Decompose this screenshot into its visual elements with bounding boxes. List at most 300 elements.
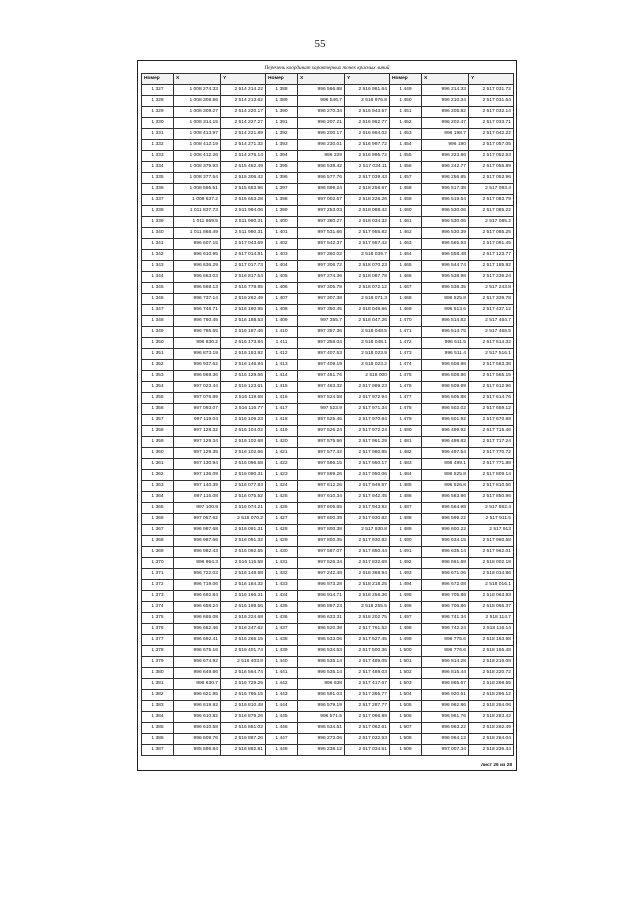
y-coordinate-cell: 2 516 401.74 xyxy=(221,646,266,657)
x-coordinate-cell: 996 544.74 xyxy=(422,261,469,272)
point-number-cell: 1 465 xyxy=(390,261,422,272)
x-coordinate-cell: 997 306.72 xyxy=(298,261,345,272)
point-number-cell: 1 413 xyxy=(266,360,298,371)
x-coordinate-cell: 996 737.14 xyxy=(174,294,221,305)
y-coordinate-cell: 2 517 614.76 xyxy=(469,393,514,404)
point-number-cell: 1 365 xyxy=(142,503,174,514)
point-number-cell: 1 415 xyxy=(266,382,298,393)
document-sheet xyxy=(137,60,517,771)
x-coordinate-cell: 996 599.22 xyxy=(422,514,469,525)
y-coordinate-cell: 2 517 960.58 xyxy=(469,536,514,547)
point-number-cell: 1 477 xyxy=(390,393,422,404)
header-y: Y xyxy=(469,74,514,85)
x-coordinate-cell: 996 229 xyxy=(298,151,345,162)
x-coordinate-cell: 996 671.06 xyxy=(422,569,469,580)
x-coordinate-cell: 996 692.84 xyxy=(174,591,221,602)
table-row xyxy=(142,470,514,481)
table-row xyxy=(142,206,514,217)
point-number-cell: 1 471 xyxy=(390,327,422,338)
x-coordinate-cell: 996 538.35 xyxy=(422,283,469,294)
x-coordinate-cell: 997 542.37 xyxy=(298,239,345,250)
table-row xyxy=(142,283,514,294)
point-number-cell: 1 341 xyxy=(142,239,174,250)
point-number-cell: 1 410 xyxy=(266,327,298,338)
x-coordinate-cell: 996 665.08 xyxy=(174,613,221,624)
point-number-cell: 1 470 xyxy=(390,316,422,327)
y-coordinate-cell: 2 517 972.24 xyxy=(345,426,390,437)
point-number-cell: 1 411 xyxy=(266,338,298,349)
point-number-cell: 1 499 xyxy=(390,635,422,646)
table-row xyxy=(142,140,514,151)
point-number-cell: 1 350 xyxy=(142,338,174,349)
x-coordinate-cell: 996 519.54 xyxy=(422,195,469,206)
x-coordinate-cell: 997 409.19 xyxy=(298,360,345,371)
x-coordinate-cell: 1 008 412.26 xyxy=(174,151,221,162)
point-number-cell: 1 482 xyxy=(390,448,422,459)
x-coordinate-cell: 996 270.34 xyxy=(298,107,345,118)
y-coordinate-cell: 2 517 057.05 xyxy=(469,140,514,151)
point-number-cell: 1 395 xyxy=(266,162,298,173)
x-coordinate-cell: 996 610.95 xyxy=(174,250,221,261)
y-coordinate-cell: 2 517 032.53 xyxy=(345,734,390,745)
y-coordinate-cell: 2 516 795.15 xyxy=(221,690,266,701)
y-coordinate-cell: 2 517 091.45 xyxy=(469,239,514,250)
y-coordinate-cell: 2 518 255.5 xyxy=(345,602,390,613)
y-coordinate-cell: 2 516 729.25 xyxy=(221,679,266,690)
y-coordinate-cell: 2 511 994.06 xyxy=(221,206,266,217)
y-coordinate-cell: 2 518 071.3 xyxy=(345,294,390,305)
y-coordinate-cell: 2 517 771.88 xyxy=(469,459,514,470)
point-number-cell: 1 457 xyxy=(390,173,422,184)
x-coordinate-cell: 1 008 308.56 xyxy=(174,96,221,107)
x-coordinate-cell: 997 526.24 xyxy=(298,426,345,437)
table-row xyxy=(142,195,514,206)
point-number-cell: 1 428 xyxy=(266,525,298,536)
y-coordinate-cell: 2 517 962.01 xyxy=(469,547,514,558)
y-coordinate-cell: 2 517 489.05 xyxy=(345,657,390,668)
point-number-cell: 1 506 xyxy=(390,712,422,723)
x-coordinate-cell: 996 190 xyxy=(422,140,469,151)
y-coordinate-cell: 2 516 892.81 xyxy=(221,745,266,756)
x-coordinate-cell: 996 558.48 xyxy=(422,250,469,261)
y-coordinate-cell: 2 517 949.57 xyxy=(345,481,390,492)
point-number-cell: 1 455 xyxy=(390,151,422,162)
x-coordinate-cell: 997 350.45 xyxy=(298,305,345,316)
y-coordinate-cell: 2 518 072.12 xyxy=(345,283,390,294)
point-number-cell: 1 481 xyxy=(390,437,422,448)
y-coordinate-cell: 2 517 236.24 xyxy=(469,272,514,283)
x-coordinate-cell: 997 128.32 xyxy=(174,426,221,437)
point-number-cell: 1 400 xyxy=(266,217,298,228)
y-coordinate-cell: 2 517 468.5 xyxy=(469,327,514,338)
x-coordinate-cell: 996 517.38 xyxy=(422,184,469,195)
table-row xyxy=(142,404,514,415)
y-coordinate-cell: 2 517 043.69 xyxy=(221,239,266,250)
point-number-cell: 1 388 xyxy=(266,85,298,96)
x-coordinate-cell: 996 609.76 xyxy=(174,734,221,745)
y-coordinate-cell: 2 516 564.74 xyxy=(221,668,266,679)
y-coordinate-cell: 2 517 832.69 xyxy=(345,558,390,569)
y-coordinate-cell: 2 517 034.51 xyxy=(345,745,390,756)
x-coordinate-cell: 996 499.1 xyxy=(422,459,469,470)
x-coordinate-cell: 996 513.6 xyxy=(422,305,469,316)
y-coordinate-cell: 2 518 016.1 xyxy=(469,580,514,591)
y-coordinate-cell: 2 517 032.14 xyxy=(469,107,514,118)
point-number-cell: 1 438 xyxy=(266,635,298,646)
point-number-cell: 1 429 xyxy=(266,536,298,547)
point-number-cell: 1 376 xyxy=(142,624,174,635)
point-number-cell: 1 489 xyxy=(390,525,422,536)
point-number-cell: 1 448 xyxy=(266,745,298,756)
point-number-cell: 1 454 xyxy=(390,140,422,151)
y-coordinate-cell: 2 514 220.17 xyxy=(221,107,266,118)
y-coordinate-cell: 2 518 034.32 xyxy=(345,217,390,228)
point-number-cell: 1 334 xyxy=(142,162,174,173)
point-number-cell: 1 372 xyxy=(142,580,174,591)
point-number-cell: 1 356 xyxy=(142,404,174,415)
x-coordinate-cell: 996 914.71 xyxy=(298,591,345,602)
y-coordinate-cell: 2 517 961.29 xyxy=(345,437,390,448)
y-coordinate-cell: 2 518 264.06 xyxy=(469,701,514,712)
point-number-cell: 1 433 xyxy=(266,580,298,591)
y-coordinate-cell: 2 517 185.92 xyxy=(469,261,514,272)
x-coordinate-cell: 996 514.75 xyxy=(422,327,469,338)
y-coordinate-cell: 2 517 066.89 xyxy=(345,712,390,723)
point-number-cell: 1 475 xyxy=(390,371,422,382)
point-number-cell: 1 383 xyxy=(142,701,174,712)
y-coordinate-cell: 2 517 955.82 xyxy=(345,228,390,239)
point-number-cell: 1 335 xyxy=(142,173,174,184)
point-number-cell: 1 344 xyxy=(142,272,174,283)
y-coordinate-cell: 2 518 023.2 xyxy=(345,360,390,371)
point-number-cell: 1 464 xyxy=(390,250,422,261)
point-number-cell: 1 435 xyxy=(266,602,298,613)
table-row xyxy=(142,734,514,745)
x-coordinate-cell: 996 619.92 xyxy=(174,701,221,712)
x-coordinate-cell: 996 963.22 xyxy=(422,723,469,734)
x-coordinate-cell: 1 008 309.27 xyxy=(174,107,221,118)
point-number-cell: 1 504 xyxy=(390,690,422,701)
y-coordinate-cell: 2 517 417.67 xyxy=(345,679,390,690)
point-number-cell: 1 445 xyxy=(266,712,298,723)
x-coordinate-cell: 996 706.86 xyxy=(422,602,469,613)
y-coordinate-cell: 2 516 981.64 xyxy=(345,85,390,96)
y-coordinate-cell: 2 517 957.42 xyxy=(345,239,390,250)
point-number-cell: 1 472 xyxy=(390,338,422,349)
y-coordinate-cell: 2 518 264.04 xyxy=(469,734,514,745)
table-row xyxy=(142,492,514,503)
point-number-cell: 1 362 xyxy=(142,470,174,481)
y-coordinate-cell: 2 516 090.31 xyxy=(221,470,266,481)
y-coordinate-cell: 2 517 913 xyxy=(469,525,514,536)
y-coordinate-cell: 2 518 216.08 xyxy=(469,657,514,668)
point-number-cell: 1 449 xyxy=(390,85,422,96)
point-number-cell: 1 379 xyxy=(142,657,174,668)
y-coordinate-cell: 2 516 116.77 xyxy=(221,404,266,415)
table-row xyxy=(142,723,514,734)
x-coordinate-cell: 997 451.76 xyxy=(298,371,345,382)
x-coordinate-cell: 997 307.38 xyxy=(298,294,345,305)
table-row xyxy=(142,96,514,107)
x-coordinate-cell: 996 497.54 xyxy=(422,448,469,459)
table-row xyxy=(142,85,514,96)
y-coordinate-cell: 2 518 263.42 xyxy=(469,712,514,723)
point-number-cell: 1 458 xyxy=(390,184,422,195)
x-coordinate-cell: 996 649.86 xyxy=(174,668,221,679)
point-number-cell: 1 382 xyxy=(142,690,174,701)
point-number-cell: 1 502 xyxy=(390,668,422,679)
point-number-cell: 1 494 xyxy=(390,580,422,591)
table-row xyxy=(142,635,514,646)
x-coordinate-cell: 996 741.34 xyxy=(422,613,469,624)
point-number-cell: 1 476 xyxy=(390,382,422,393)
x-coordinate-cell: 996 505.88 xyxy=(422,393,469,404)
header-y: Y xyxy=(221,74,266,85)
y-coordinate-cell: 2 517 950.06 xyxy=(345,470,390,481)
x-coordinate-cell: 996 668.13 xyxy=(174,283,221,294)
header-x: X xyxy=(422,74,469,85)
table-row xyxy=(142,558,514,569)
x-coordinate-cell: 996 256.85 xyxy=(422,173,469,184)
point-number-cell: 1 414 xyxy=(266,371,298,382)
table-row xyxy=(142,602,514,613)
point-number-cell: 1 453 xyxy=(390,129,422,140)
point-number-cell: 1 396 xyxy=(266,173,298,184)
y-coordinate-cell: 2 517 911.5 xyxy=(469,514,514,525)
y-coordinate-cell: 2 514 271.32 xyxy=(221,140,266,151)
point-number-cell: 1 431 xyxy=(266,558,298,569)
y-coordinate-cell: 2 517 085.2 xyxy=(469,217,514,228)
y-coordinate-cell: 2 517 970.84 xyxy=(345,415,390,426)
table-row xyxy=(142,151,514,162)
y-coordinate-cell: 2 517 052.53 xyxy=(469,151,514,162)
x-coordinate-cell: 996 865.67 xyxy=(422,679,469,690)
page-number: 55 xyxy=(314,38,326,50)
table-row xyxy=(142,184,514,195)
table-row xyxy=(142,349,514,360)
x-coordinate-cell: 996 937.62 xyxy=(174,360,221,371)
x-coordinate-cell: 996 610.58 xyxy=(174,723,221,734)
x-coordinate-cell: 996 534.53 xyxy=(298,646,345,657)
y-coordinate-cell: 2 518 048.66 xyxy=(345,305,390,316)
y-coordinate-cell: 2 516 879.26 xyxy=(221,712,266,723)
y-coordinate-cell: 2 516 115.58 xyxy=(221,558,266,569)
point-number-cell: 1 339 xyxy=(142,217,174,228)
point-number-cell: 1 441 xyxy=(266,668,298,679)
point-number-cell: 1 330 xyxy=(142,118,174,129)
point-number-cell: 1 440 xyxy=(266,657,298,668)
x-coordinate-cell: 1 011 869.5 xyxy=(174,217,221,228)
point-number-cell: 1 363 xyxy=(142,481,174,492)
y-coordinate-cell: 2 517 761.52 xyxy=(345,624,390,635)
x-coordinate-cell: 996 830.2 xyxy=(174,338,221,349)
y-coordinate-cell: 2 518 220.72 xyxy=(469,668,514,679)
point-number-cell: 1 446 xyxy=(266,723,298,734)
x-coordinate-cell: 996 525.8 xyxy=(422,294,469,305)
point-number-cell: 1 332 xyxy=(142,140,174,151)
y-coordinate-cell: 2 516 265.15 xyxy=(221,635,266,646)
header-y: Y xyxy=(345,74,390,85)
point-number-cell: 1 397 xyxy=(266,184,298,195)
x-coordinate-cell: 996 198.7 xyxy=(422,129,469,140)
x-coordinate-cell: 996 566.88 xyxy=(298,85,345,96)
x-coordinate-cell: 997 355.7 xyxy=(298,316,345,327)
x-coordinate-cell: 996 200.17 xyxy=(298,129,345,140)
y-coordinate-cell: 2 516 091.32 xyxy=(221,536,266,547)
table-row xyxy=(142,503,514,514)
point-number-cell: 1 459 xyxy=(390,195,422,206)
y-coordinate-cell: 2 516 102.68 xyxy=(221,437,266,448)
x-coordinate-cell: 996 583.96 xyxy=(422,492,469,503)
point-number-cell: 1 461 xyxy=(390,217,422,228)
table-row xyxy=(142,745,514,756)
point-number-cell: 1 346 xyxy=(142,294,174,305)
y-coordinate-cell: 2 516 148.98 xyxy=(221,569,266,580)
x-coordinate-cell: 1 008 274.33 xyxy=(174,85,221,96)
table-row xyxy=(142,569,514,580)
point-number-cell: 1 430 xyxy=(266,547,298,558)
point-number-cell: 1 424 xyxy=(266,481,298,492)
point-number-cell: 1 355 xyxy=(142,393,174,404)
x-coordinate-cell: 997 577.42 xyxy=(298,448,345,459)
x-coordinate-cell: 997 358.04 xyxy=(298,338,345,349)
y-coordinate-cell: 2 517 527.45 xyxy=(345,635,390,646)
point-number-cell: 1 406 xyxy=(266,283,298,294)
coordinates-table xyxy=(141,73,514,756)
x-coordinate-cell: 996 973.28 xyxy=(298,580,345,591)
point-number-cell: 1 351 xyxy=(142,349,174,360)
y-coordinate-cell: 2 516 109.23 xyxy=(221,415,266,426)
x-coordinate-cell: 996 509.99 xyxy=(422,382,469,393)
x-coordinate-cell: 996 501.92 xyxy=(422,415,469,426)
x-coordinate-cell: 996 746.71 xyxy=(174,305,221,316)
y-coordinate-cell: 2 518 002.18 xyxy=(469,558,514,569)
point-number-cell: 1 456 xyxy=(390,162,422,173)
point-number-cell: 1 443 xyxy=(266,690,298,701)
point-number-cell: 1 370 xyxy=(142,558,174,569)
x-coordinate-cell: 996 719.06 xyxy=(174,580,221,591)
y-coordinate-cell: 2 518 039.7 xyxy=(345,250,390,261)
point-number-cell: 1 331 xyxy=(142,129,174,140)
y-coordinate-cell: 2 515 306.42 xyxy=(221,173,266,184)
table-row xyxy=(142,679,514,690)
y-coordinate-cell: 2 516 976.8 xyxy=(345,96,390,107)
point-number-cell: 1 368 xyxy=(142,536,174,547)
x-coordinate-cell: 996 610.82 xyxy=(174,712,221,723)
y-coordinate-cell: 2 517 715.46 xyxy=(469,426,514,437)
x-coordinate-cell: 996 511.4 xyxy=(422,349,469,360)
point-number-cell: 1 367 xyxy=(142,525,174,536)
y-coordinate-cell: 2 517 717.24 xyxy=(469,437,514,448)
y-coordinate-cell: 2 517 031.72 xyxy=(469,85,514,96)
point-number-cell: 1 469 xyxy=(390,305,422,316)
y-coordinate-cell: 2 517 031.64 xyxy=(469,96,514,107)
table-row xyxy=(142,624,514,635)
y-coordinate-cell: 2 515 653.96 xyxy=(221,184,266,195)
table-row xyxy=(142,371,514,382)
y-coordinate-cell: 2 518 070.23 xyxy=(345,261,390,272)
y-coordinate-cell: 2 517 055.89 xyxy=(469,162,514,173)
point-number-cell: 1 389 xyxy=(266,96,298,107)
y-coordinate-cell: 2 517 062.61 xyxy=(345,723,390,734)
y-coordinate-cell: 2 518 000 xyxy=(345,371,390,382)
x-coordinate-cell: 996 230.01 xyxy=(298,140,345,151)
point-number-cell: 1 353 xyxy=(142,371,174,382)
y-coordinate-cell: 2 518 202.75 xyxy=(345,613,390,624)
x-coordinate-cell: 997 076.89 xyxy=(174,393,221,404)
point-number-cell: 1 432 xyxy=(266,569,298,580)
table-title: Перечень координат характерных точек красных линий xyxy=(264,65,390,71)
point-number-cell: 1 342 xyxy=(142,250,174,261)
x-coordinate-cell: 996 634.15 xyxy=(422,536,469,547)
point-number-cell: 1 508 xyxy=(390,734,422,745)
x-coordinate-cell: 1 011 837.73 xyxy=(174,206,221,217)
y-coordinate-cell: 2 517 612.96 xyxy=(469,382,514,393)
y-coordinate-cell: 2 516 817.54 xyxy=(221,272,266,283)
point-number-cell: 1 402 xyxy=(266,239,298,250)
y-coordinate-cell: 2 511 990.31 xyxy=(221,228,266,239)
x-coordinate-cell: 996 621.95 xyxy=(174,690,221,701)
y-coordinate-cell: 2 516 190.95 xyxy=(221,305,266,316)
point-number-cell: 1 442 xyxy=(266,679,298,690)
point-number-cell: 1 375 xyxy=(142,613,174,624)
table-row xyxy=(142,239,514,250)
x-coordinate-cell: 1 008 637.2 xyxy=(174,195,221,206)
table-row xyxy=(142,668,514,679)
point-number-cell: 1 408 xyxy=(266,305,298,316)
point-number-cell: 1 444 xyxy=(266,701,298,712)
table-row xyxy=(142,481,514,492)
point-number-cell: 1 412 xyxy=(266,349,298,360)
point-number-cell: 1 384 xyxy=(142,712,174,723)
point-number-cell: 1 452 xyxy=(390,118,422,129)
x-coordinate-cell: 997 023.44 xyxy=(174,382,221,393)
point-number-cell: 1 385 xyxy=(142,723,174,734)
point-number-cell: 1 439 xyxy=(266,646,298,657)
x-coordinate-cell: 996 242.77 xyxy=(422,162,469,173)
y-coordinate-cell: 2 516 123.61 xyxy=(221,382,266,393)
x-coordinate-cell: 996 526.8 xyxy=(422,481,469,492)
point-number-cell: 1 403 xyxy=(266,250,298,261)
point-number-cell: 1 358 xyxy=(142,426,174,437)
table-row xyxy=(142,338,514,349)
x-coordinate-cell: 996 508.86 xyxy=(422,371,469,382)
x-coordinate-cell: 997 596.15 xyxy=(298,459,345,470)
y-coordinate-cell: 2 518 236.44 xyxy=(469,745,514,756)
sheet-label: лист 26 из 28 xyxy=(480,763,512,768)
point-number-cell: 1 486 xyxy=(390,492,422,503)
y-coordinate-cell: 2 517 085.22 xyxy=(469,206,514,217)
y-coordinate-cell: 2 518 114.7 xyxy=(469,613,514,624)
x-coordinate-cell: 997 599.26 xyxy=(298,470,345,481)
y-coordinate-cell: 2 517 437.12 xyxy=(469,305,514,316)
point-number-cell: 1 381 xyxy=(142,679,174,690)
y-coordinate-cell: 2 516 119.68 xyxy=(221,393,266,404)
y-coordinate-cell: 2 517 971.34 xyxy=(345,404,390,415)
x-coordinate-cell: 997 575.56 xyxy=(298,437,345,448)
y-coordinate-cell: 2 517 810.56 xyxy=(469,481,514,492)
point-number-cell: 1 484 xyxy=(390,470,422,481)
y-coordinate-cell: 2 517 809.14 xyxy=(469,470,514,481)
x-coordinate-cell: 997 407.53 xyxy=(298,349,345,360)
table-row xyxy=(142,272,514,283)
y-coordinate-cell: 2 517 670.88 xyxy=(469,415,514,426)
y-coordinate-cell: 2 516 092.55 xyxy=(221,547,266,558)
point-number-cell: 1 360 xyxy=(142,448,174,459)
x-coordinate-cell: 1 008 412.19 xyxy=(174,140,221,151)
x-coordinate-cell: 996 962.86 xyxy=(422,701,469,712)
y-coordinate-cell: 2 517 989.23 xyxy=(345,382,390,393)
